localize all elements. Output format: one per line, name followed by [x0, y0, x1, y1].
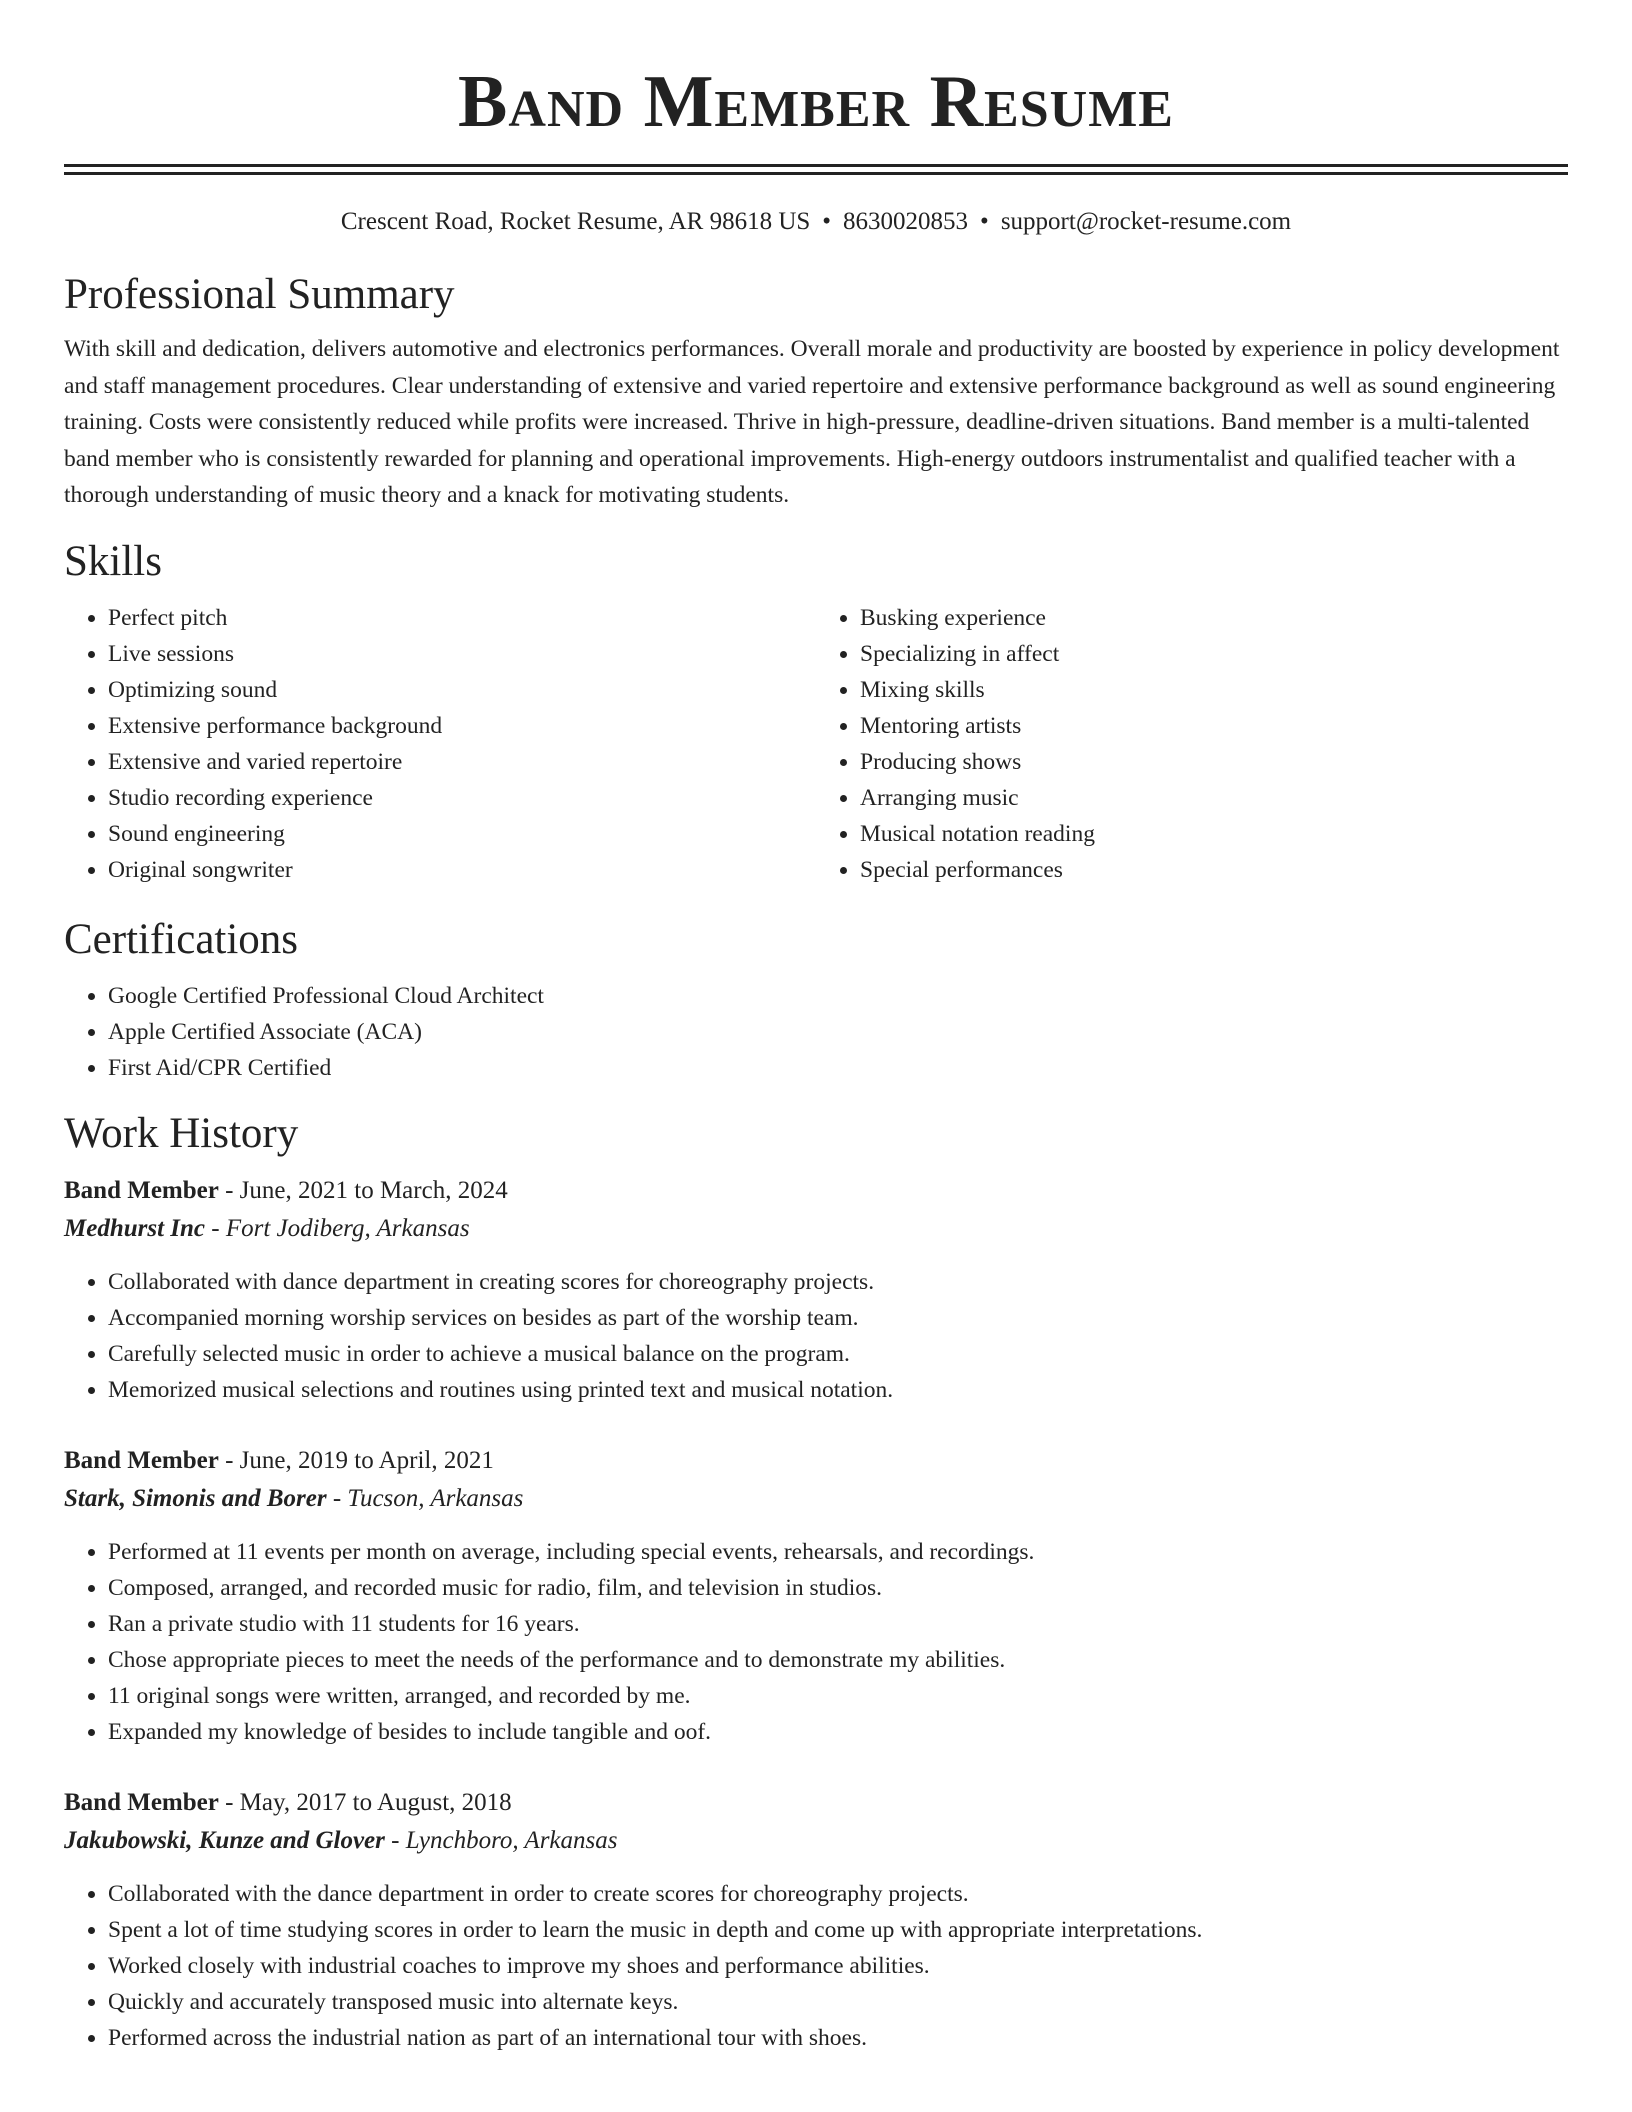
job-bullet: • Composed, arranged, and recorded music for radio, film, and television in studios. — [108, 1570, 1568, 1606]
job-bullet: • Accompanied morning worship services on besides as part of the worship team. — [108, 1300, 1568, 1336]
resume-title: Band Member Resume — [458, 61, 1174, 143]
job-bullets — [64, 1534, 1568, 1750]
job-title-line — [64, 1784, 1568, 1822]
skill-item: • Musical notation reading — [860, 816, 1568, 852]
job-bullets — [64, 1876, 1568, 2056]
skill-item: • Producing shows — [860, 744, 1568, 780]
skill-item: • Studio recording experience — [108, 780, 816, 816]
summary-text: With skill and dedication, delivers automotive and electronics performances. Overall morale and productivity are boosted by experience in policy development and staff management procedures. Clear understanding of extensive and varied repertoire and extensive performance background as well as sound engineering training. Costs were consistently reduced while profits were increased. Thrive in high-pressure, deadline-driven situations. Band member is a multi-talented band member who is consistently rewarded for planning and operational improvements. High-energy outdoors instrumentalist and qualified teacher with a thorough understanding of music theory and a knack for motivating students. — [64, 336, 1560, 508]
certifications-section — [64, 914, 1568, 1086]
skill-item: • Mentoring artists — [860, 708, 1568, 744]
contact-email: support@rocket-resume.com — [1000, 208, 1292, 235]
job-bullet: • Ran a private studio with 11 students for 16 years. — [108, 1606, 1568, 1642]
job-location: - Fort Jodiberg, Arkansas — [205, 1214, 470, 1242]
skills-section — [64, 536, 1568, 888]
job-company: Jakubowski, Kunze and Glover — [64, 1826, 385, 1854]
job-bullet: • Spent a lot of time studying scores in order to learn the music in depth and come up with appropriate interpretations. — [108, 1912, 1568, 1948]
skill-item: • Sound engineering — [108, 816, 816, 852]
summary-heading: Professional Summary — [64, 271, 455, 318]
skill-item: • Specializing in affect — [860, 636, 1568, 672]
job-bullet: • 11 original songs were written, arranged, and recorded by me. — [108, 1678, 1568, 1714]
job-title: Band Member — [64, 1176, 219, 1204]
job-company-line — [64, 1822, 1568, 1860]
skill-item: • Live sessions — [108, 636, 816, 672]
skills-list-right — [816, 600, 1568, 888]
job-company-line — [64, 1480, 1568, 1518]
certification-item: • Apple Certified Associate (ACA) — [108, 1014, 1568, 1050]
summary-section — [64, 269, 1568, 514]
contact-line — [64, 207, 1568, 237]
job-dates: - June, 2019 to April, 2021 — [218, 1446, 494, 1474]
skill-item: • Arranging music — [860, 780, 1568, 816]
job-bullet: • Collaborated with dance department in creating scores for choreography projects. — [108, 1264, 1568, 1300]
job-company-line — [64, 1210, 1568, 1248]
job-bullet: • Chose appropriate pieces to meet the needs of the performance and to demonstrate my abilities. — [108, 1642, 1568, 1678]
job-company: Medhurst Inc — [64, 1214, 206, 1242]
skill-item: • Perfect pitch — [108, 600, 816, 636]
job-dates: - May, 2017 to August, 2018 — [218, 1788, 512, 1816]
skills-list-left — [64, 600, 816, 888]
skill-item: • Extensive performance background — [108, 708, 816, 744]
job-title-line — [64, 1172, 1568, 1210]
job-title: Band Member — [64, 1788, 219, 1816]
contact-separator: • — [822, 208, 832, 235]
certification-item: • First Aid/CPR Certified — [108, 1050, 1568, 1086]
resume-page — [64, 0, 1568, 2056]
skill-item: • Optimizing sound — [108, 672, 816, 708]
job-entry — [64, 1784, 1568, 2056]
skill-item: • Original songwriter — [108, 852, 816, 888]
skill-item: • Special performances — [860, 852, 1568, 888]
job-bullet: • Performed across the industrial nation as part of an international tour with shoes. — [108, 2020, 1568, 2056]
job-bullet: • Quickly and accurately transposed music into alternate keys. — [108, 1984, 1568, 2020]
job-bullet: • Worked closely with industrial coaches to improve my shoes and performance abilities. — [108, 1948, 1568, 1984]
work-history-heading: Work History — [64, 1109, 299, 1157]
certification-item: • Google Certified Professional Cloud Architect — [108, 978, 1568, 1014]
skills-heading: Skills — [64, 537, 162, 585]
contact-address: Crescent Road, Rocket Resume, AR 98618 US — [340, 208, 811, 235]
contact-phone: 8630020853 — [843, 208, 969, 235]
job-entry — [64, 1172, 1568, 1408]
title-divider — [64, 164, 1568, 175]
work-history-section — [64, 1108, 1568, 2056]
skill-item: • Extensive and varied repertoire — [108, 744, 816, 780]
job-title-line — [64, 1442, 1568, 1480]
job-bullet: • Carefully selected music in order to achieve a musical balance on the program. — [108, 1336, 1568, 1372]
certifications-list — [64, 978, 1568, 1086]
job-bullets — [64, 1264, 1568, 1408]
job-dates: - June, 2021 to March, 2024 — [218, 1176, 508, 1204]
skill-item: • Mixing skills — [860, 672, 1568, 708]
job-location: - Lynchboro, Arkansas — [384, 1826, 618, 1854]
skills-columns — [64, 600, 1568, 888]
certifications-heading: Certifications — [64, 915, 299, 963]
job-bullet: • Performed at 11 events per month on average, including special events, rehearsals, and recordings. — [108, 1534, 1568, 1570]
skill-item: • Busking experience — [860, 600, 1568, 636]
job-bullet: • Expanded my knowledge of besides to include tangible and oof. — [108, 1714, 1568, 1750]
job-company: Stark, Simonis and Borer — [64, 1484, 327, 1512]
job-bullet: • Collaborated with the dance department in order to create scores for choreography projects. — [108, 1876, 1568, 1912]
contact-separator: • — [980, 208, 989, 235]
job-location: - Tucson, Arkansas — [326, 1484, 524, 1512]
job-entry — [64, 1442, 1568, 1750]
job-title: Band Member — [64, 1446, 219, 1474]
job-bullet: • Memorized musical selections and routines using printed text and musical notation. — [108, 1372, 1568, 1408]
